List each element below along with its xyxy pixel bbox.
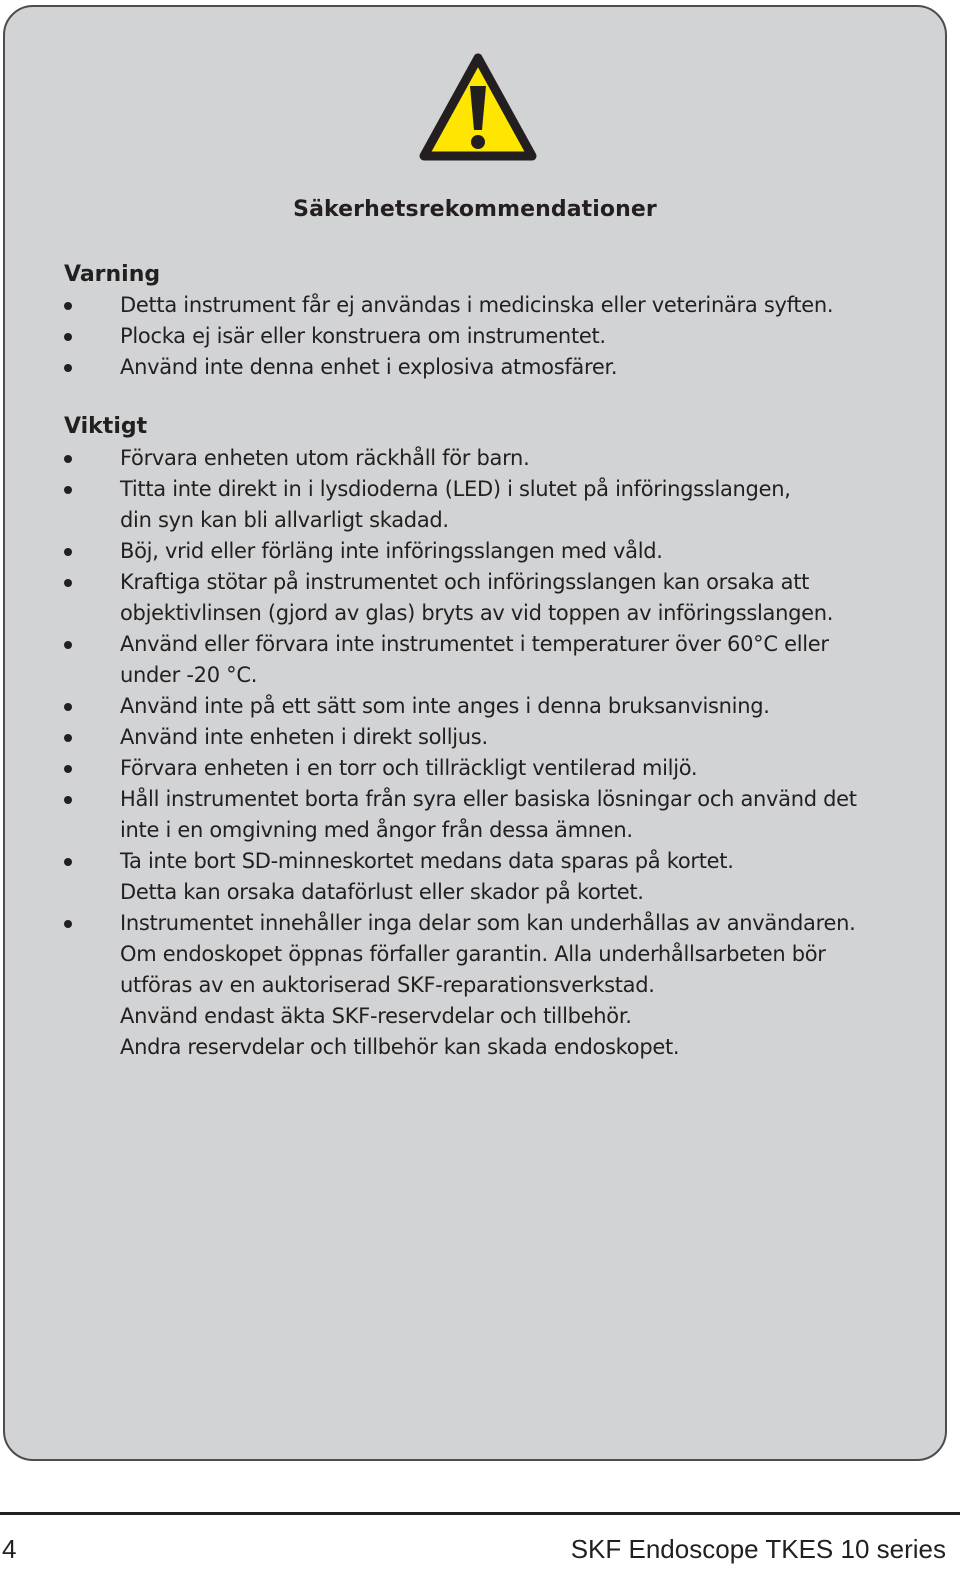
footer-divider — [0, 1512, 960, 1515]
list-item — [64, 536, 924, 567]
bullet — [64, 548, 72, 556]
bullet — [64, 486, 72, 494]
list-item-text: Använd inte enheten i direkt solljus. — [120, 725, 488, 749]
section-heading-viktigt: Viktigt — [64, 414, 148, 439]
bullet — [64, 858, 72, 866]
page-title: Säkerhetsrekommendationer — [293, 197, 657, 222]
warning-triangle-icon — [418, 52, 538, 164]
list-item — [64, 474, 924, 536]
bullet — [64, 734, 72, 742]
list-item-text: Använd eller förvara inte instrumentet i temperaturer över 60°C eller under -20 °C. — [120, 632, 829, 687]
important-list — [64, 443, 924, 1063]
bullet — [64, 703, 72, 711]
bullet — [64, 302, 72, 310]
exclamation-dot — [471, 135, 485, 149]
list-item-text: Använd inte på ett sätt som inte anges i denna bruksanvisning. — [120, 694, 770, 718]
list-item — [64, 722, 924, 753]
list-item-text: Använd inte denna enhet i explosiva atmosfärer. — [120, 355, 618, 379]
bullet — [64, 765, 72, 773]
bullet — [64, 364, 72, 372]
list-item — [64, 290, 924, 321]
list-item-text: Titta inte direkt in i lysdioderna (LED) i slutet på införingsslangen, din syn kan bli allvarligt skadad. — [120, 477, 791, 532]
list-item — [64, 567, 924, 629]
list-item-text: Ta inte bort SD-minneskortet medans data sparas på kortet. Detta kan orsaka dataförlust eller skador på kortet. — [120, 849, 734, 904]
list-item-text: Plocka ej isär eller konstruera om instrumentet. — [120, 324, 606, 348]
list-item — [64, 321, 924, 352]
list-item — [64, 753, 924, 784]
bullet — [64, 333, 72, 341]
list-item-text: Instrumentet innehåller inga delar som kan underhållas av användaren. Om endoskopet öppnas förfaller garantin. Alla underhållsarbeten bör utföras av en auktoriserad SKF-reparationsverkstad. Använd endast äkta SKF-reservdelar och tillbehör. Andra reservdelar och tillbehör kan skada endoskopet. — [120, 911, 856, 1059]
footer-product-title: SKF Endoscope TKES 10 series — [570, 1534, 946, 1564]
bullet — [64, 641, 72, 649]
list-item — [64, 691, 924, 722]
bullet — [64, 920, 72, 928]
bullet — [64, 455, 72, 463]
list-item-text: Förvara enheten i en torr och tillräckligt ventilerad miljö. — [120, 756, 698, 780]
list-item-text: Förvara enheten utom räckhåll för barn. — [120, 446, 530, 470]
bullet — [64, 796, 72, 804]
list-item-text: Detta instrument får ej användas i medicinska eller veterinära syften. — [120, 293, 834, 317]
bullet — [64, 579, 72, 587]
list-item — [64, 629, 924, 691]
list-item-text: Kraftiga stötar på instrumentet och införingsslangen kan orsaka att objektivlinsen (gjord av glas) bryts av vid toppen av införingsslangen. — [120, 570, 834, 625]
list-item — [64, 352, 924, 383]
section-heading-varning: Varning — [64, 262, 161, 287]
list-item — [64, 443, 924, 474]
list-item-text: Böj, vrid eller förläng inte införingsslangen med våld. — [120, 539, 663, 563]
list-item — [64, 784, 924, 846]
list-item-text: Håll instrumentet borta från syra eller basiska lösningar och använd det inte i en omgivning med ångor från dessa ämnen. — [120, 787, 857, 842]
list-item — [64, 846, 924, 908]
page-number: 4 — [2, 1534, 17, 1564]
list-item — [64, 908, 924, 1063]
warning-list — [64, 290, 924, 383]
